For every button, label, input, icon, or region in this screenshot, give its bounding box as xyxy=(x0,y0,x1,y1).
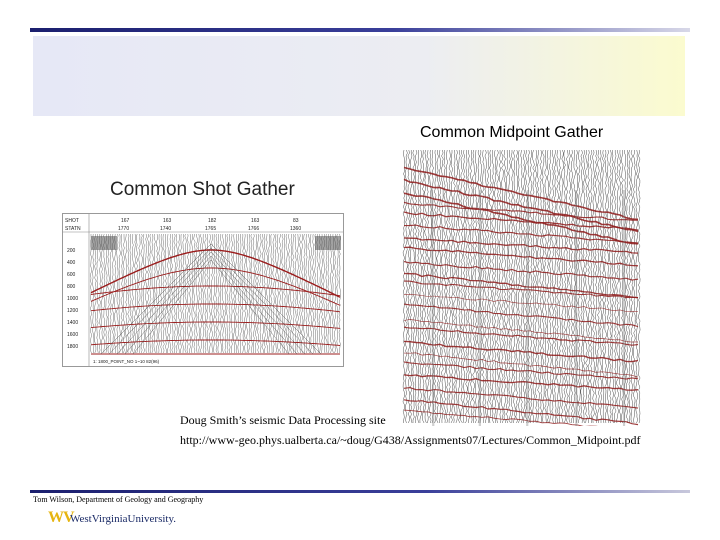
source-url[interactable]: http://www-geo.phys.ualberta.ca/~doug/G438/Assignments07/Lectures/Common_Midpoint.pdf xyxy=(180,433,641,447)
csg-statn-value: 1360 xyxy=(290,226,302,232)
header-band xyxy=(33,36,685,116)
csg-shot-value: 163 xyxy=(251,218,260,224)
csg-time-tick: 800 xyxy=(67,284,76,290)
csg-seismic-image xyxy=(63,214,343,366)
top-rule xyxy=(30,28,690,32)
csg-time-tick: 1400 xyxy=(67,320,79,326)
cmp-figure xyxy=(402,150,642,426)
wvu-logo-text: WestVirginiaUniversity. xyxy=(70,513,176,525)
csg-figure xyxy=(62,213,344,367)
csg-shot-value: 167 xyxy=(121,218,130,224)
csg-noise-patch xyxy=(91,236,117,250)
csg-time-tick: 400 xyxy=(67,260,76,266)
csg-statn-value: 1770 xyxy=(118,226,130,232)
cmp-gap-line xyxy=(432,190,433,426)
credit-text: Doug Smith’s seismic Data Processing site xyxy=(180,413,386,427)
csg-time-tick: 200 xyxy=(67,248,76,254)
csg-header-label: STATN xyxy=(65,226,81,232)
csg-time-tick: 1000 xyxy=(67,296,79,302)
csg-statn-value: 1740 xyxy=(160,226,172,232)
csg-time-tick: 1200 xyxy=(67,308,79,314)
cmp-title: Common Midpoint Gather xyxy=(420,124,604,141)
csg-shot-value: 163 xyxy=(163,218,172,224)
csg-header-label: SHOT xyxy=(65,218,79,224)
csg-title: Common Shot Gather xyxy=(110,179,295,200)
csg-time-tick: 600 xyxy=(67,272,76,278)
csg-statn-value: 1766 xyxy=(248,226,260,232)
csg-footer-text: 1: 1800_POINT_NO 1~10 82(96) xyxy=(93,359,160,364)
cmp-gap-line xyxy=(527,190,528,426)
csg-noise-patch xyxy=(315,236,341,250)
csg-statn-value: 1765 xyxy=(205,226,217,232)
bottom-rule xyxy=(30,490,690,493)
csg-shot-value: 83 xyxy=(293,218,299,224)
csg-time-tick: 1600 xyxy=(67,332,79,338)
csg-time-tick: 1800 xyxy=(67,344,79,350)
wvu-logo-mark: WV xyxy=(48,509,74,526)
csg-shot-value: 182 xyxy=(208,218,217,224)
cmp-seismic-image xyxy=(402,150,642,426)
footer-author: Tom Wilson, Department of Geology and Geography xyxy=(33,495,204,504)
